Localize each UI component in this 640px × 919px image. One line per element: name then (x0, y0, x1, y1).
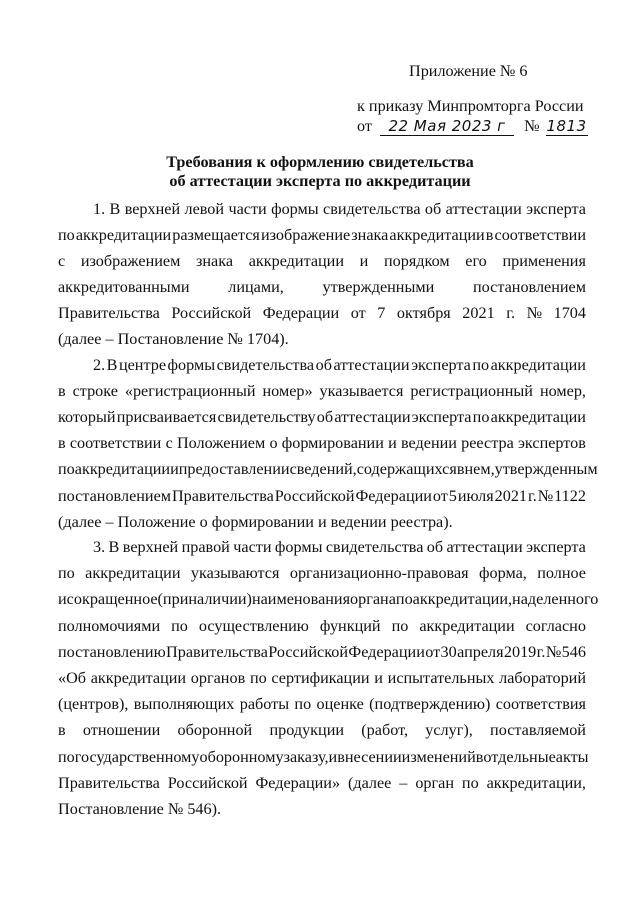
p3-line-1: 3. В верхней правой части формы свидетельства об аттестации эксперта (93, 538, 586, 556)
p3-line-7: (центров), выполняющих работы по оценке (подтверждению) соответствия (58, 695, 586, 713)
p3-line-10: Правительства Российской Федерации» (далее – орган по аккредитации, (58, 774, 586, 792)
p3-line-2: по аккредитации указываются организационно-правовая форма, полное (58, 564, 586, 582)
handwritten-date: 22 Мая 2023 г (380, 117, 514, 136)
p2-line-6: постановлением Правительства Российской Федерации от 5 июля 2021 г. № 1122 (58, 487, 586, 505)
p2-line-7: (далее – Положение о формировании и ведении реестра). (58, 513, 453, 531)
p1-line-3: с изображением знака аккредитации и порядком его применения (58, 252, 586, 270)
handwritten-number: 1813 (546, 117, 587, 135)
p3-line-9: по государственному оборонному заказу, и внесении изменений в отдельные акты (58, 748, 589, 766)
p2-line-5: по аккредитации и предоставлении сведений, содержащихся в нем, утвержденным (58, 460, 598, 478)
p2-line-3: который присваивается свидетельству об аттестации эксперта по аккредитации (58, 408, 586, 426)
p1-line-2: по аккредитации размещается изображение знака аккредитации в соответствии (58, 226, 586, 244)
document-title-line-1: Требования к оформлению свидетельства (166, 153, 474, 171)
p3-line-5: постановлению Правительства Российской Федерации от 30 апреля 2019 г. № 546 (58, 643, 586, 661)
p3-line-6: «Об аккредитации органов по сертификации и испытательных лабораторий (58, 669, 586, 687)
appendix-label: Приложение № 6 (409, 62, 528, 80)
from-label: от (357, 117, 372, 135)
p3-line-11: Постановление № 546). (58, 800, 222, 818)
p2-line-2: в строке «регистрационный номер» указывается регистрационный номер, (58, 382, 586, 400)
number-label: № (524, 117, 540, 135)
p2-line-4: в соответствии с Положением о формировании и ведении реестра экспертов (58, 434, 586, 452)
p1-line-5: Правительства Российской Федерации от 7 октября 2021 г. № 1704 (58, 304, 586, 322)
document-title-line-2: об аттестации эксперта по аккредитации (169, 172, 471, 190)
order-date-line (357, 116, 588, 136)
p1-line-1: 1. В верхней левой части формы свидетельства об аттестации эксперта (93, 200, 586, 218)
p1-line-4: аккредитованными лицами, утвержденными постановлением (58, 278, 586, 296)
p2-line-1: 2. В центре формы свидетельства об аттестации эксперта по аккредитации (93, 356, 586, 374)
p3-line-3: и сокращенное (при наличии) наименования органа по аккредитации, наделенного (58, 590, 599, 608)
p3-line-4: полномочиями по осуществлению функций по аккредитации согласно (58, 617, 586, 635)
order-reference: к приказу Минпромторга России (357, 97, 584, 115)
p1-line-6: (далее – Постановление № 1704). (58, 330, 289, 348)
p3-line-8: в отношении оборонной продукции (работ, услуг), поставляемой (58, 721, 586, 739)
